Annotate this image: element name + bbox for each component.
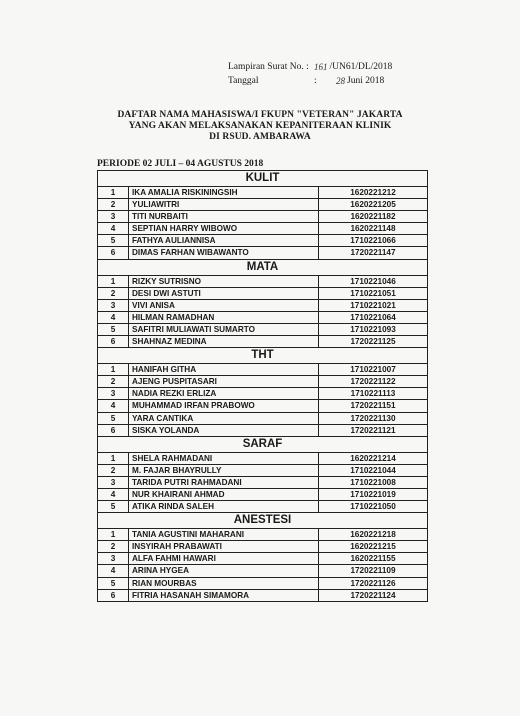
student-nim: 1710221093 — [350, 324, 396, 334]
section-kulit — [97, 170, 428, 259]
student-nim: 1710221008 — [350, 477, 396, 487]
student-name: AJENG PUSPITASARI — [129, 376, 319, 387]
student-nim: 1720221124 — [350, 590, 396, 600]
table-row — [97, 335, 428, 347]
student-name: YARA CANTIKA — [129, 413, 319, 424]
section-saraf — [97, 436, 428, 512]
table-row — [97, 476, 428, 488]
student-nim: 1620221205 — [350, 200, 396, 210]
table-row — [97, 387, 428, 399]
student-nim: 1620221182 — [350, 212, 396, 222]
table-row — [97, 500, 428, 512]
student-name: ALFA FAHMI HAWARI — [129, 553, 319, 564]
student-nim: 1720221147 — [350, 248, 396, 258]
student-nim: 1720221122 — [350, 377, 396, 387]
document-heading — [0, 110, 520, 143]
tanggal-value: Juni 2018 — [347, 76, 385, 86]
student-nim: 1710221050 — [350, 502, 396, 512]
student-name: RIZKY SUTRISNO — [129, 276, 319, 287]
student-nim: 1710221064 — [350, 312, 396, 322]
row-number: 5 — [98, 413, 129, 424]
section-title: ANESTESI — [97, 512, 428, 528]
student-roster-table — [97, 170, 428, 602]
heading-line-3: DI RSUD. AMBARAWA — [209, 132, 311, 142]
table-row — [97, 287, 428, 299]
student-nim: 1720221121 — [350, 425, 396, 435]
student-name: TARIDA PUTRI RAHMADANI — [129, 477, 319, 488]
row-number: 4 — [98, 223, 129, 234]
table-row — [97, 540, 428, 552]
student-nim: 1710221051 — [350, 288, 396, 298]
row-number: 5 — [98, 578, 129, 589]
tanggal-separator: : — [314, 76, 317, 86]
student-name: SAFITRI MULIAWATI SUMARTO — [129, 324, 319, 335]
table-row — [97, 488, 428, 500]
table-row — [97, 299, 428, 311]
row-number: 3 — [98, 211, 129, 222]
row-number: 5 — [98, 324, 129, 335]
section-anestesi — [97, 512, 428, 602]
lampiran-handwritten-number: 161 — [314, 62, 328, 72]
row-number: 6 — [98, 247, 129, 258]
table-row — [97, 246, 428, 258]
student-name: TANIA AGUSTINI MAHARANI — [129, 529, 319, 540]
row-number: 1 — [98, 529, 129, 540]
tanggal-handwritten-day: 28 — [336, 76, 345, 86]
table-row — [97, 234, 428, 246]
student-name: TITI NURBAITI — [129, 211, 319, 222]
table-row — [97, 375, 428, 387]
heading-line-2: YANG AKAN MELAKSANAKAN KEPANITERAAN KLINIK — [128, 121, 392, 131]
student-name: FATHYA AULIANNISA — [129, 235, 319, 246]
row-number: 2 — [98, 376, 129, 387]
student-nim: 1720221151 — [350, 401, 396, 411]
table-row — [97, 275, 428, 287]
table-row — [97, 412, 428, 424]
row-number: 2 — [98, 288, 129, 299]
student-name: SISKA YOLANDA — [129, 425, 319, 436]
row-number: 3 — [98, 553, 129, 564]
table-row — [97, 198, 428, 210]
student-nim: 1620221215 — [350, 542, 396, 552]
table-row — [97, 210, 428, 222]
table-row — [97, 363, 428, 375]
section-title: SARAF — [97, 436, 428, 452]
letter-reference — [228, 60, 392, 88]
row-number: 3 — [98, 300, 129, 311]
row-number: 4 — [98, 565, 129, 576]
student-nim: 1710221113 — [350, 389, 396, 399]
table-row — [97, 222, 428, 234]
student-name: NUR KHAIRANI AHMAD — [129, 489, 319, 500]
student-nim: 1720221109 — [350, 566, 396, 576]
tanggal-line — [228, 74, 392, 88]
table-row — [97, 564, 428, 576]
student-nim: 1710221066 — [350, 236, 396, 246]
student-name: INSYIRAH PRABAWATI — [129, 541, 319, 552]
row-number: 5 — [98, 501, 129, 512]
lampiran-value: /UN61/DL/2018 — [329, 62, 393, 72]
row-number: 1 — [98, 364, 129, 375]
student-name: RIAN MOURBAS — [129, 578, 319, 589]
table-row — [97, 424, 428, 436]
row-number: 1 — [98, 453, 129, 464]
tanggal-label: Tanggal — [228, 76, 259, 86]
row-number: 2 — [98, 199, 129, 210]
table-row — [97, 323, 428, 335]
student-name: HANIFAH GITHA — [129, 364, 319, 375]
row-number: 1 — [98, 187, 129, 198]
section-title: THT — [97, 347, 428, 363]
lampiran-line — [228, 60, 392, 74]
table-row — [97, 399, 428, 411]
row-number: 2 — [98, 541, 129, 552]
student-name: MUHAMMAD IRFAN PRABOWO — [129, 400, 319, 411]
student-nim: 1710221044 — [350, 465, 396, 475]
row-number: 4 — [98, 400, 129, 411]
student-nim: 1720221126 — [350, 578, 396, 588]
student-name: SHELA RAHMADANI — [129, 453, 319, 464]
heading-line-1: DAFTAR NAMA MAHASISWA/I FKUPN "VETERAN" JAKARTA — [117, 110, 403, 120]
row-number: 4 — [98, 312, 129, 323]
student-name: VIVI ANISA — [129, 300, 319, 311]
student-nim: 1710221019 — [350, 489, 396, 499]
lampiran-label: Lampiran Surat No. : — [228, 62, 309, 72]
student-name: SEPTIAN HARRY WIBOWO — [129, 223, 319, 234]
table-row — [97, 311, 428, 323]
student-nim: 1720221130 — [350, 413, 396, 423]
student-name: NADIA REZKI ERLIZA — [129, 388, 319, 399]
student-nim: 1620221155 — [350, 554, 396, 564]
section-title: KULIT — [97, 170, 428, 186]
student-name: M. FAJAR BHAYRULLY — [129, 465, 319, 476]
student-nim: 1720221125 — [350, 337, 396, 347]
row-number: 4 — [98, 489, 129, 500]
row-number: 6 — [98, 336, 129, 347]
student-name: SHAHNAZ MEDINA — [129, 336, 319, 347]
row-number: 5 — [98, 235, 129, 246]
row-number: 6 — [98, 425, 129, 436]
student-name: DESI DWI ASTUTI — [129, 288, 319, 299]
student-nim: 1710221021 — [350, 300, 396, 310]
table-row — [97, 577, 428, 589]
student-name: YULIAWITRI — [129, 199, 319, 210]
student-name: ATIKA RINDA SALEH — [129, 501, 319, 512]
student-nim: 1620221214 — [350, 453, 396, 463]
table-row — [97, 552, 428, 564]
student-name: ARINA HYGEA — [129, 565, 319, 576]
row-number: 3 — [98, 388, 129, 399]
row-number: 3 — [98, 477, 129, 488]
table-row — [97, 452, 428, 464]
student-nim: 1620221212 — [350, 188, 396, 197]
periode-label: PERIODE 02 JULI – 04 AGUSTUS 2018 — [97, 159, 264, 169]
student-nim: 1710221007 — [350, 365, 396, 375]
student-nim: 1620221218 — [350, 530, 396, 540]
student-nim: 1710221046 — [350, 276, 396, 286]
section-mata — [97, 259, 428, 348]
row-number: 2 — [98, 465, 129, 476]
student-name: FITRIA HASANAH SIMAMORA — [129, 590, 319, 601]
table-row — [97, 186, 428, 198]
student-name: IKA AMALIA RISKININGSIH — [129, 187, 319, 198]
student-name: DIMAS FARHAN WIBAWANTO — [129, 247, 319, 258]
student-nim: 1620221148 — [350, 224, 396, 234]
table-row — [97, 589, 428, 602]
table-row — [97, 464, 428, 476]
row-number: 1 — [98, 276, 129, 287]
section-title: MATA — [97, 259, 428, 275]
section-tht — [97, 347, 428, 436]
row-number: 6 — [98, 590, 129, 601]
student-name: HILMAN RAMADHAN — [129, 312, 319, 323]
table-row — [97, 528, 428, 540]
